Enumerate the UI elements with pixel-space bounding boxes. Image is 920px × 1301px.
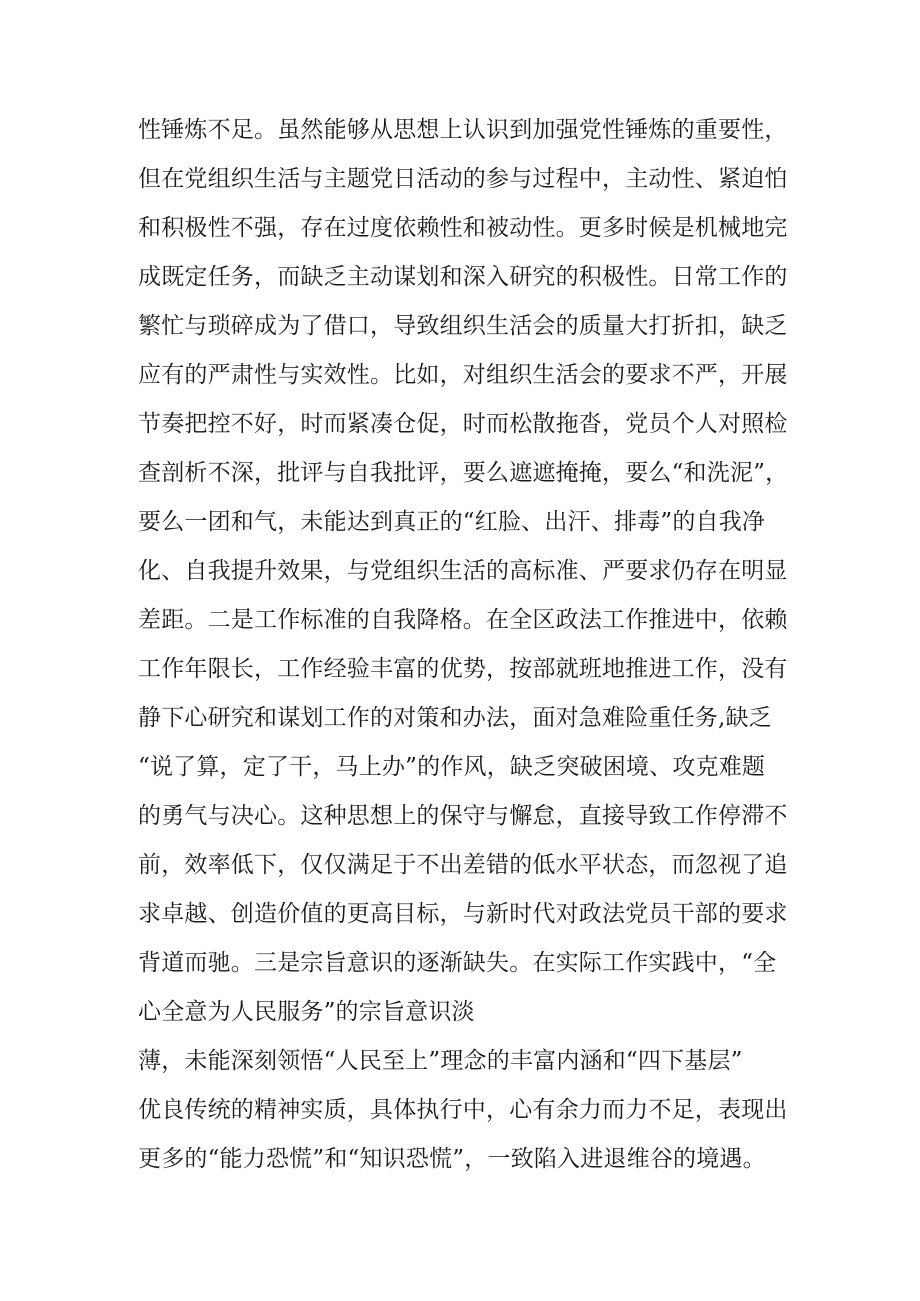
text-line: 查剖析不深，批评与自我批评，要么遮遮掩掩，要么“和洗泥”， — [138, 460, 789, 486]
text-line: 求卓越、创造价值的更高目标，与新时代对政法党员干部的要求 — [138, 901, 788, 927]
text-line: 节奏把控不好，时而紧凑仓促，时而松散拖沓，党员个人对照检 — [138, 411, 788, 437]
text-line: 工作年限长，工作经验丰富的优势，按部就班地推进工作，没有 — [138, 656, 788, 682]
text-line: “说了算，定了干，马上办”的作风，缺乏突破困境、攻克难题 — [138, 754, 766, 780]
text-line: 和积极性不强，存在过度依赖性和被动性。更多时候是机械地完 — [138, 215, 788, 241]
text-line: 薄，未能深刻领悟“人民至上”理念的丰富内涵和“四下基层” — [138, 1048, 743, 1074]
text-line: 化、自我提升效果，与党组织生活的高标准、严要求仍存在明显 — [138, 558, 788, 584]
text-line: 差距。二是工作标准的自我降格。在全区政法工作推进中，依赖 — [138, 607, 788, 633]
text-line: 更多的“能力恐慌”和“知识恐慌”，一致陷入进退维谷的境遇。 — [138, 1146, 766, 1172]
text-line: 的勇气与决心。这种思想上的保守与懈怠，直接导致工作停滞不 — [138, 803, 788, 829]
text-line: 性锤炼不足。虽然能够从思想上认识到加强党性锤炼的重要性， — [138, 117, 788, 143]
text-line: 应有的严肃性与实效性。比如，对组织生活会的要求不严，开展 — [138, 362, 788, 388]
text-line: 心全意为人民服务”的宗旨意识淡 — [138, 999, 475, 1025]
text-line: 繁忙与琐碎成为了借口，导致组织生活会的质量大打折扣，缺乏 — [138, 313, 788, 339]
text-line: 但在党组织生活与主题党日活动的参与过程中，主动性、紧迫怕 — [138, 166, 788, 192]
text-line: 要么一团和气，未能达到真正的“红脸、出汗、排毒”的自我净 — [138, 509, 766, 535]
text-line: 静下心研究和谋划工作的对策和办法，面对急难险重任务,缺乏 — [138, 705, 772, 731]
text-line: 成既定任务，而缺乏主动谋划和深入研究的积极性。日常工作的 — [138, 264, 788, 290]
text-line: 背道而驰。三是宗旨意识的逐渐缺失。在实际工作实践中，“全 — [138, 950, 777, 976]
text-line: 前，效率低下，仅仅满足于不出差错的低水平状态，而忽视了追 — [138, 852, 788, 878]
text-line: 优良传统的精神实质，具体执行中，心有余力而力不足，表现出 — [138, 1097, 788, 1123]
